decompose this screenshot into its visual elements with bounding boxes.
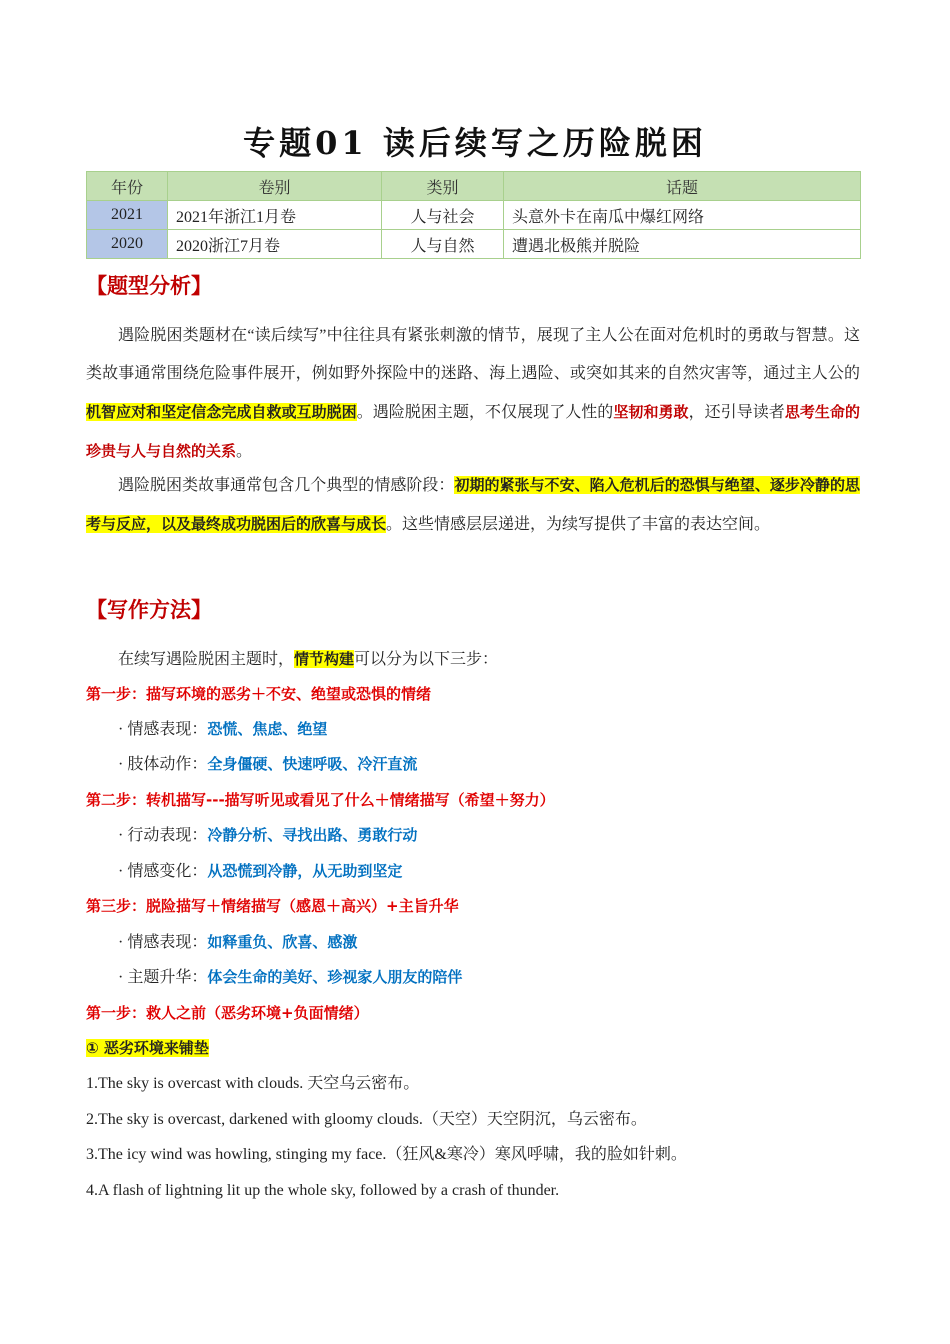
cell-topic: 遭遇北极熊并脱险 [504, 230, 861, 259]
bullet-item [86, 859, 898, 884]
highlight-text: 初期的紧张与不安、陷入危机后的恐惧与绝望、逐步冷静的思考与反应，以及最终成功脱困后的欣喜与成长 [86, 476, 860, 533]
example-sentence: 3.The icy wind was howling, stinging my face.（狂风&寒冷）寒风呼啸，我的脸如针刺。 [86, 1146, 687, 1163]
page-title: 专题01 读后续写之历险脱困 [243, 124, 707, 162]
bullet-item [86, 823, 898, 848]
text: 。遇险脱困主题，不仅展现了人性的 [356, 404, 614, 421]
bullet-label: · 情感表现： [118, 934, 208, 951]
bullet-label: · 情感表现： [118, 721, 208, 738]
method-heading: 【写作方法】 [86, 598, 212, 622]
analysis-paragraph-1 [86, 317, 860, 471]
table-header-row [87, 172, 861, 201]
cell-paper: 2021年浙江1月卷 [168, 201, 382, 230]
cell-category: 人与社会 [382, 201, 504, 230]
cell-year: 2021 [87, 201, 168, 230]
text: ，还引导读者 [688, 404, 785, 421]
example-sentence: 4.A flash of lightning lit up the whole sky, followed by a crash of thunder. [86, 1182, 560, 1199]
emphasis-text: 思考生命的珍贵与人与自然的关系 [86, 403, 860, 460]
text: 遇险脱困类故事通常包含几个典型的情感阶段： [118, 477, 455, 494]
example-sentence: 2.The sky is overcast, darkened with gloomy clouds.（天空）天空阴沉，乌云密布。 [86, 1111, 647, 1128]
header-paper: 卷别 [168, 172, 382, 201]
text: 遇险脱困类题材在“读后续写”中往往具有紧张刺激的情节，展现了主人公在面对危机时的勇敢与智慧。这类故事通常围绕危险事件展开，例如野外探险中的迷路、海上遇险、或突如其来的自然灾害等，通过主人公的 [86, 327, 860, 382]
step-2: 第二步：转机描写---描写听见或看见了什么＋情绪描写（希望＋努力） [86, 791, 555, 809]
part-1-heading: 第一步：救人之前（恶劣环境+负面情绪） [86, 1004, 369, 1022]
highlight-text: ① 恶劣环境来铺垫 [86, 1039, 209, 1057]
text: 在续写遇险脱困主题时， [118, 651, 295, 668]
table-row [87, 230, 861, 259]
example-sentence: 1.The sky is overcast with clouds. 天空乌云密布。 [86, 1075, 420, 1092]
bullet-value: 冷静分析、寻找出路、勇敢行动 [207, 826, 418, 844]
highlight-text: 机智应对和坚定信念完成自救或互助脱困 [86, 403, 357, 421]
bullet-label: · 行动表现： [118, 827, 208, 844]
bullet-item [86, 752, 898, 777]
cell-topic: 头意外卡在南瓜中爆红网络 [504, 201, 861, 230]
cell-year: 2020 [87, 230, 168, 259]
method-intro [86, 647, 898, 672]
analysis-paragraph-2 [86, 466, 860, 544]
bullet-value: 如释重负、欣喜、感激 [207, 933, 358, 951]
header-category: 类别 [382, 172, 504, 201]
bullet-item [86, 965, 898, 990]
bullet-label: · 肢体动作： [118, 756, 208, 773]
table-row [87, 201, 861, 230]
bullet-value: 从恐慌到冷静，从无助到坚定 [207, 862, 403, 880]
bullet-item [86, 930, 898, 955]
bullet-value: 全身僵硬、快速呼吸、冷汗直流 [207, 755, 418, 773]
cell-category: 人与自然 [382, 230, 504, 259]
header-year: 年份 [87, 172, 168, 201]
step-3: 第三步：脱险描写＋情绪描写（感恩＋高兴）+主旨升华 [86, 897, 459, 915]
step-1: 第一步：描写环境的恶劣＋不安、绝望或恐惧的情绪 [86, 685, 432, 703]
bullet-label: · 情感变化： [118, 863, 208, 880]
bullet-value: 恐慌、焦虑、绝望 [207, 720, 328, 738]
bullet-label: · 主题升华： [118, 969, 208, 986]
analysis-heading: 【题型分析】 [86, 274, 212, 298]
text: 。 [236, 443, 253, 460]
exam-table [86, 171, 861, 259]
highlight-text: 情节构建 [294, 650, 355, 668]
sub-heading [86, 1036, 866, 1061]
emphasis-text: 坚韧和勇敢 [613, 403, 689, 421]
bullet-value: 体会生命的美好、珍视家人朋友的陪伴 [207, 968, 463, 986]
header-topic: 话题 [504, 172, 861, 201]
bullet-item [86, 717, 898, 742]
text: 。这些情感层层递进，为续写提供了丰富的表达空间。 [386, 516, 771, 533]
text: 可以分为以下三步： [354, 651, 499, 668]
cell-paper: 2020浙江7月卷 [168, 230, 382, 259]
